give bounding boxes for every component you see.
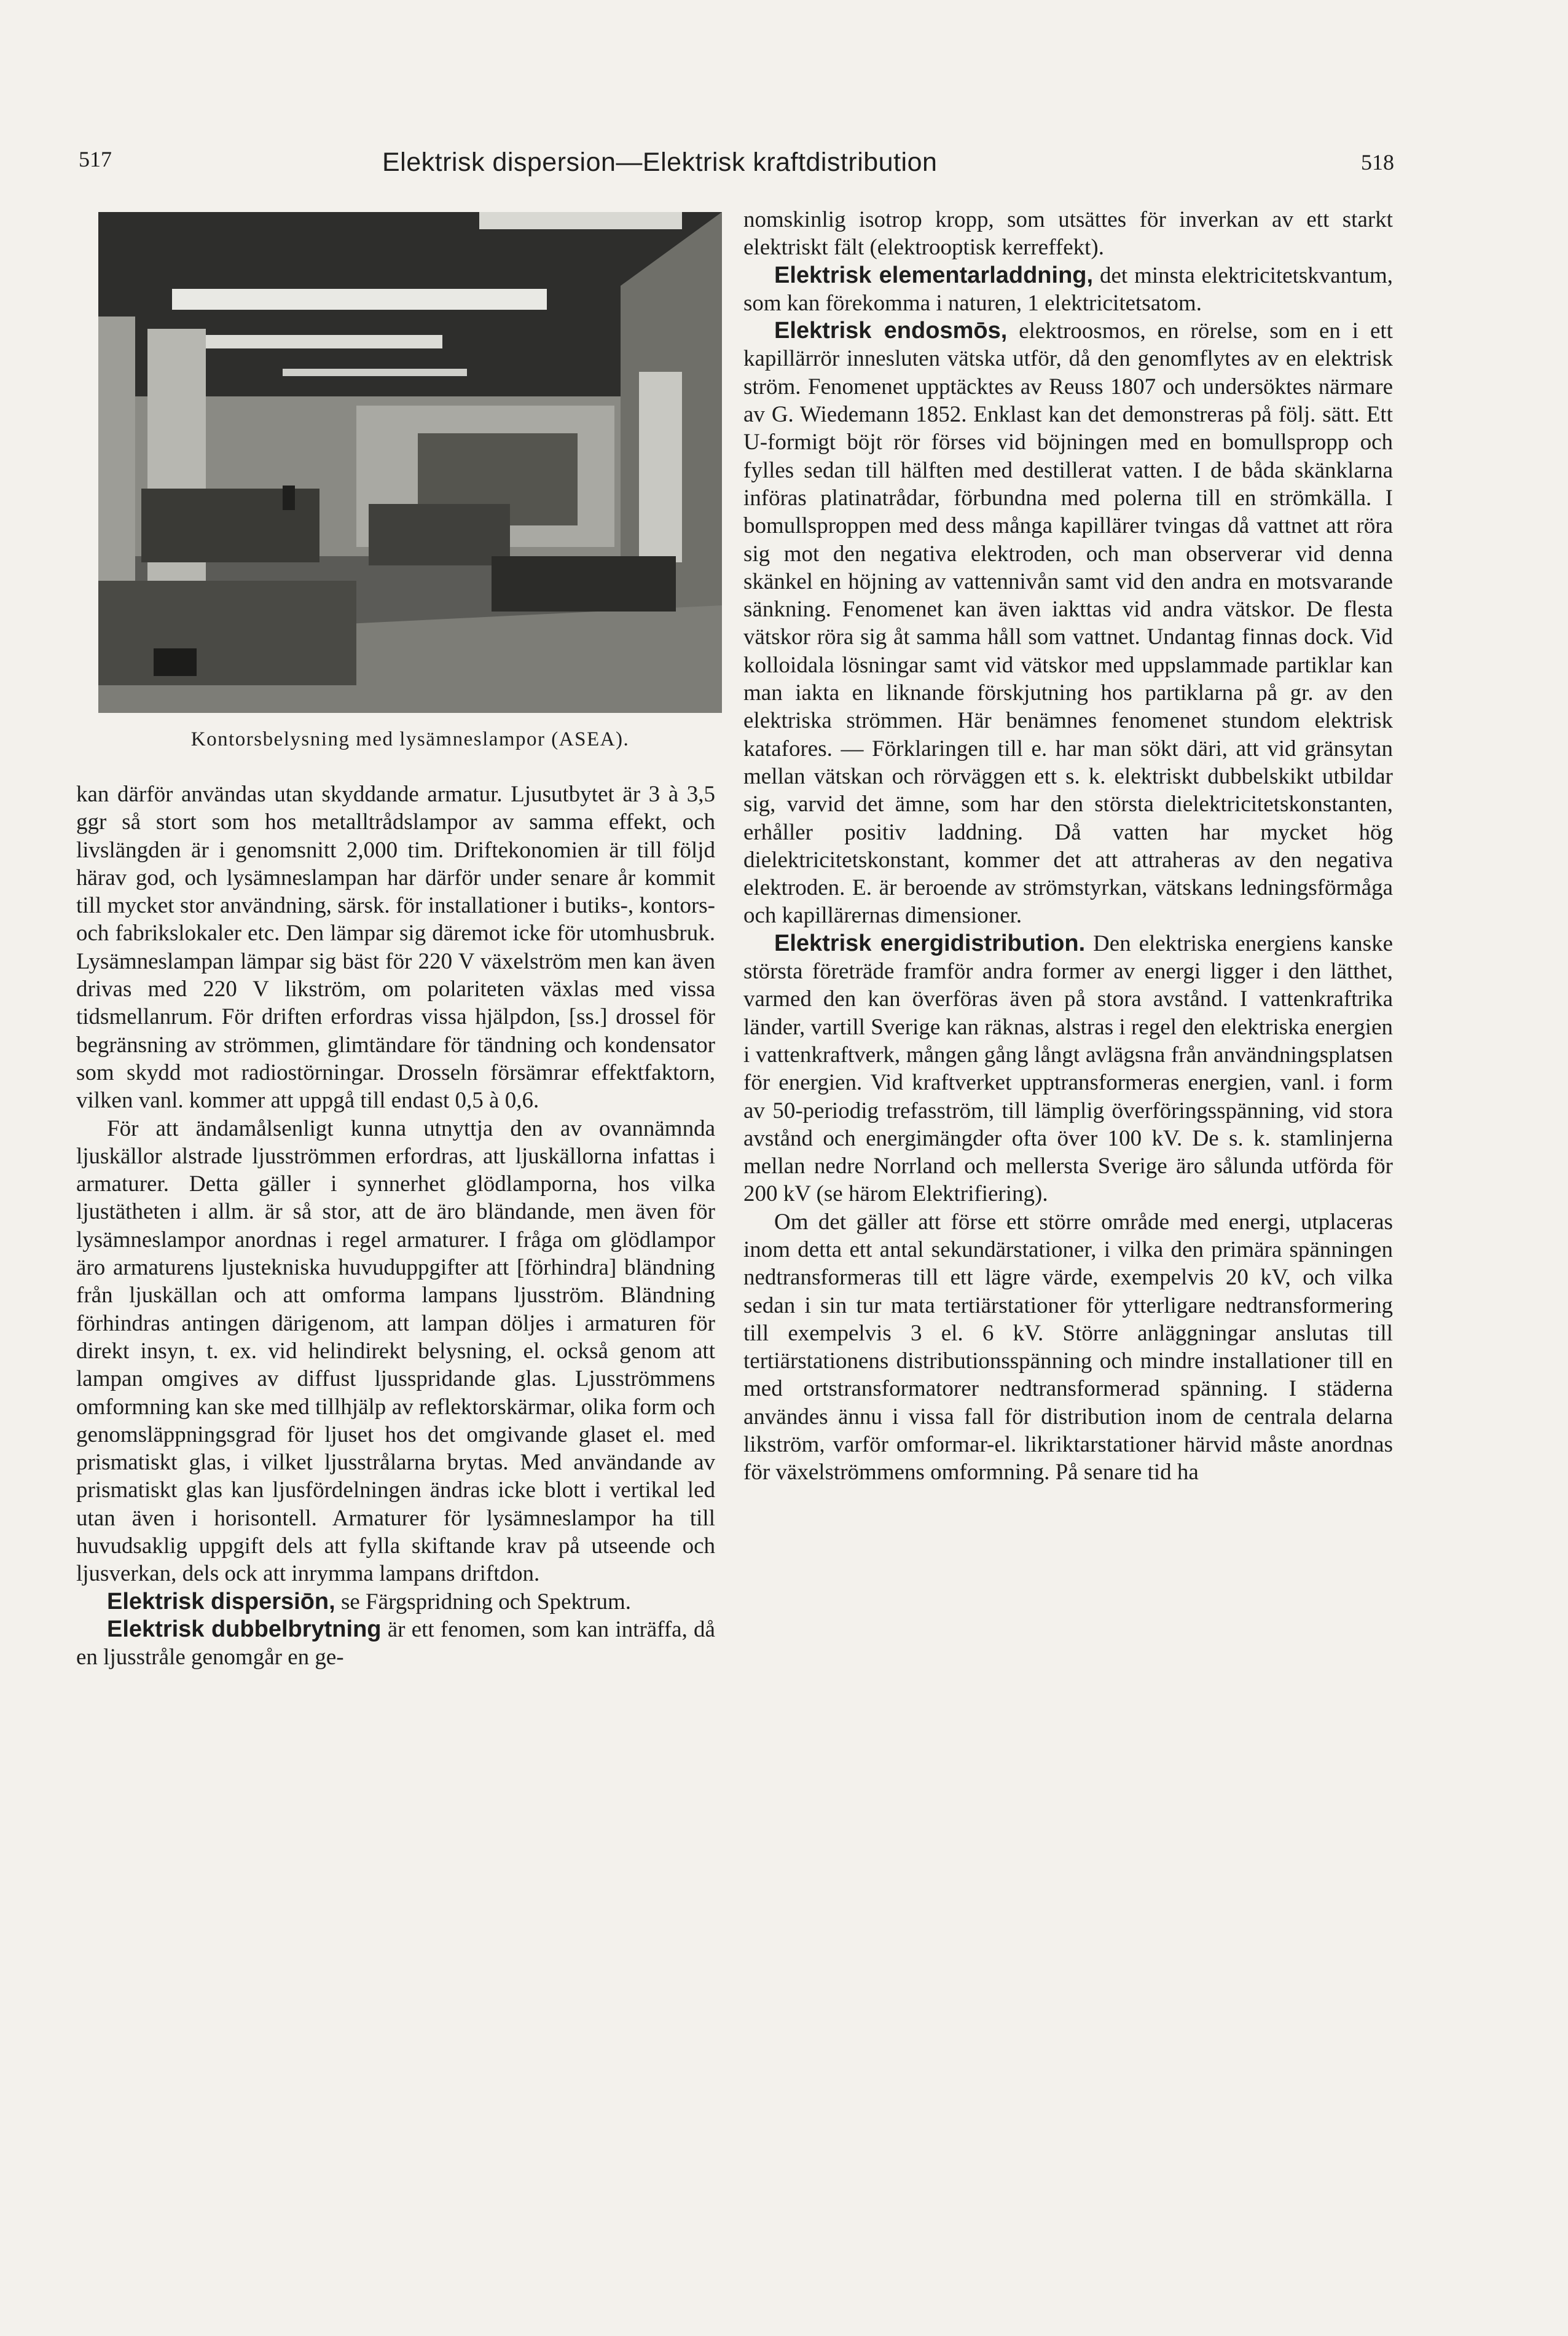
paragraph: nomskinlig isotrop kropp, som utsättes för inverkan av ett starkt elektriskt fält (elektrooptisk kerreffekt). [743,207,1393,261]
figure-caption: Kontorsbelysning med lysämneslampor (ASEA). [190,728,630,750]
entry-heading: Elektrisk energidistribution. [774,930,1086,956]
page-number-right: 518 [1361,150,1394,175]
page-number-left: 517 [79,147,112,171]
entry [743,262,1393,318]
entry-text: det minsta elektricitetskvantum, som kan förekomma i naturen, 1 elektricitetsatom. [743,262,1393,316]
entry-heading: Elektrisk endosmōs, [774,318,1008,344]
paragraph: Om det gäller att förse ett större område med energi, utplaceras inom detta ett antal sekundärstationer, i vilka den primära spänningen nedtransformeras till ett lägre värde, exempelvis 20 kV, och vilka sedan i sin tur mata tertiärstationer för ytterligare nedtransformering till exempelvis 3 el. 6 kV. Större anläggningar anslutas till tertiärstationens distributionsspänning och mindre installationer till en med ortstransformatorer nedtransformerad spänning. I städerna användes ännu i vissa fall för distribution inom de centrala delarna likström, varför omformar-el. likriktarstationer härvid måste anordnas för växelströmmens omformning. På senare tid ha [743,1209,1393,1485]
right-column [743,206,1393,1487]
entry-heading: Elektrisk dispersiōn, [107,1588,335,1614]
paragraph: kan därför användas utan skyddande armatur. Ljusutbytet är 3 à 3,5 ggr så stort som hos metalltrådslampor av samma effekt, och livslängden är i genomsnitt 2,000 tim. Driftekonomien är till följd härav god, och lysämneslampan har därför under senare år kommit till mycket stor användning, särsk. för installationer i butiks-, kontors- och fabrikslokaler etc. Den lämpar sig däremot icke för utomhusbruk. Lysämneslampan lämpar sig bäst för 220 V växelström men kan även drivas med 220 V likström, om polariteten växlas med vissa tidsmellanrum. För driften erfordras vissa hjälpdon, [ss.] drossel för begränsning av strömmen, glimtändare för tändning och kondensator som skydd mot radiostörningar. Drosseln försämrar effektfaktorn, vilken vanl. kommer att uppgå till endast 0,5 à 0,6. [76,782,715,1114]
entry-heading: Elektrisk elementarladdning, [774,262,1094,288]
entry [743,930,1393,1208]
entry [76,1616,715,1672]
running-head: Elektrisk dispersion—Elektrisk kraftdistribution [382,147,938,177]
entry-text: är ett fenomen, som kan inträffa, då en ljusstråle genomgår en ge- [76,1616,715,1670]
entry [76,1588,715,1616]
entry [743,317,1393,930]
entry-text: se Färgspridning och Spektrum. [335,1589,632,1614]
entry-text: elektroosmos, en rörelse, som en i ett kapillärrör innesluten vätska utför, då den genomflytes av en elektrisk ström. Fenomenet upptäcktes av Reuss 1807 och undersöktes närmare av G. Wiedemann 1852. Enklast kan det demonstreras på följ. sätt. Ett U-formigt böjt rör förses vid böjningen med en bomullspropp och fylles sedan till hälften med destillerat vatten. I de båda skänklarna införas platinatrådar, förbundna med polerna till en strömkälla. I bomullsproppen med dess många kapillärer tvingas då vattnet att röra sig mot den negativa elektroden, och man observerar vid denna skänkel en höjning av vattennivån samt vid den andra en motsvarande sänkning. Fenomenet kan även iakttas vid andra vätskor. De flesta vätskor röra sig åt samma håll som vattnet. Undantag finnas dock. Vid kolloidala lösningar samt vid vätskor med uppslammade partiklar kan man iakta en liknande förskjutning hos partiklarna på gr. av den elektriska strömmen. Här benämnes fenomenet stundom elektrisk katafores. — Förklaringen till e. har man sökt däri, att vid gränsytan mellan vätskan och rörväggen ett s. k. elektriskt dubbelskikt utbildar sig, varvid det ämne, som har den största dielektricitetskonstanten, erhåller positiv laddning. Då vatten har mycket hög dielektricitetskonstant, kommer det att attraheras av den negativa elektroden. E. är beroende av strömstyrkan, vätskans ledningsförmåga och kapillärernas dimensioner. [743,318,1393,929]
paragraph: För att ändamålsenligt kunna utnyttja den av ovannämnda ljuskällor alstrade ljusströmmen erfordras, att ljuskällorna infattas i armaturer. Detta gäller i synnerhet glödlamporna, hos vilka ljustätheten i allm. är så stor, att de äro bländande, men även för lysämneslampor anordnas i regel armaturer. I fråga om glödlampor äro armaturens ljustekniska huvuduppgifter att [förhindra] bländning från ljuskällan och att omforma lampans ljusström. Bländning förhindras antingen därigenom, att lampan döljes i armaturen för direkt insyn, t. ex. vid helindirekt belysning, el. också genom att lampan omgives av diffust ljusspridande glas. Ljusströmmens omformning kan ske med tillhjälp av reflektorskärmar, olika form och genomsläppningsgrad för ljuset hos det omgivande glaset el. med prismatiskt glas, i vilket ljusstrålarna brytas. Med användande av prismatiskt glas kan ljusfördelningen ändras icke blott i vertikal led utan även i horisontell. Armaturer för lysämneslampor ha till huvudsaklig uppgift dels att fylla skiftande krav på utseende och ljusverkan, dels ock att inrymma lampans driftdon. [76,1115,715,1587]
entry-heading: Elektrisk dubbelbrytning [107,1616,382,1642]
left-column [76,781,715,1672]
office-lighting-photo [98,212,722,713]
entry-text: Den elektriska energiens kanske största företräde framför andra former av energi ligger i den lätthet, varmed den kan överföras även på stora avstånd. I vattenkraftrika länder, vartill Sverige kan räknas, alstras i regel den elektriska energien i vattenkraftverk, mången gång långt avlägsna från användningsplatsen för energien. Vid kraftverket upptransformeras energien, vanl. i form av 50-periodig trefasström, till lämplig överföringsspänning, vid stora avstånd och energimängder ofta över 100 kV. De s. k. stamlinjerna mellan nedre Norrland och mellersta Sverige äro sålunda utförda för 200 kV (se härom Elektrifiering). [743,930,1393,1207]
